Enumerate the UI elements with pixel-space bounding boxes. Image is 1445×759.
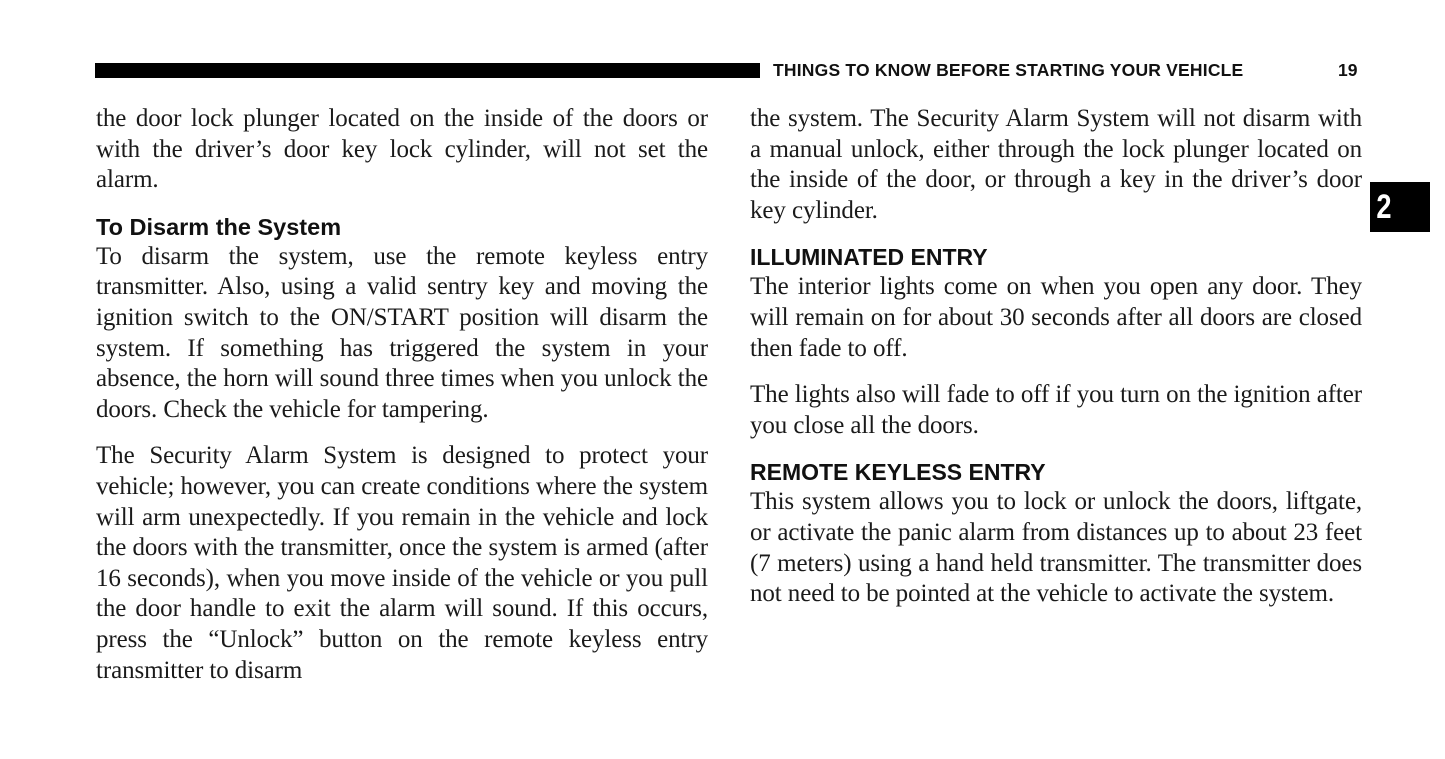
right-column [750,104,1362,626]
chapter-tab: 2 [1370,182,1430,232]
section-heading: ILLUMINATED ENTRY [750,244,988,271]
page-number: 19 [1338,60,1358,80]
left-column [96,104,708,702]
paragraph: the door lock plunger located on the inside of the doors or with the driver’s door key lock cylinder, will not set the alarm. [96,105,708,194]
running-header-title: THINGS TO KNOW BEFORE STARTING YOUR VEHICLE [773,60,1244,80]
paragraph: This system allows you to lock or unlock the doors, liftgate, or activate the panic alarm from distances up to about 23 feet (7 meters) using a hand held transmitter. The transmitter does not need to be pointed at the vehicle to activate the system. [750,488,1362,608]
section-heading: To Disarm the System [96,213,342,240]
paragraph: the system. The Security Alarm System will not disarm with a manual unlock, either through the lock plunger located on the inside of the door, or through a key in the driver’s door key cylinder. [750,105,1362,224]
paragraph: To disarm the system, use the remote keyless entry transmitter. Also, using a valid sentry key and moving the ignition switch to the ON/START position will disarm the system. If something has triggered the system in your absence, the horn will sound three times when you unlock the doors. Check the vehicle for tampering. [96,242,708,423]
section-heading: REMOTE KEYLESS ENTRY [750,459,1046,486]
header-rule [95,63,760,78]
paragraph: The interior lights come on when you open any door. They will remain on for about 30 seconds after all doors are closed then fade to off. [750,273,1362,362]
paragraph: The Security Alarm System is designed to protect your vehicle; however, you can create conditions where the system will arm unexpectedly. If you remain in the vehicle and lock the doors with the transmitter, once the system is armed (after 16 seconds), when you move inside of the vehicle or you pull the door handle to exit the alarm will sound. If this occurs, press the “Unlock” button on the remote keyless entry transmitter to disarm [96,442,708,684]
paragraph: The lights also will fade to off if you turn on the ignition after you close all the doors. [750,381,1362,439]
